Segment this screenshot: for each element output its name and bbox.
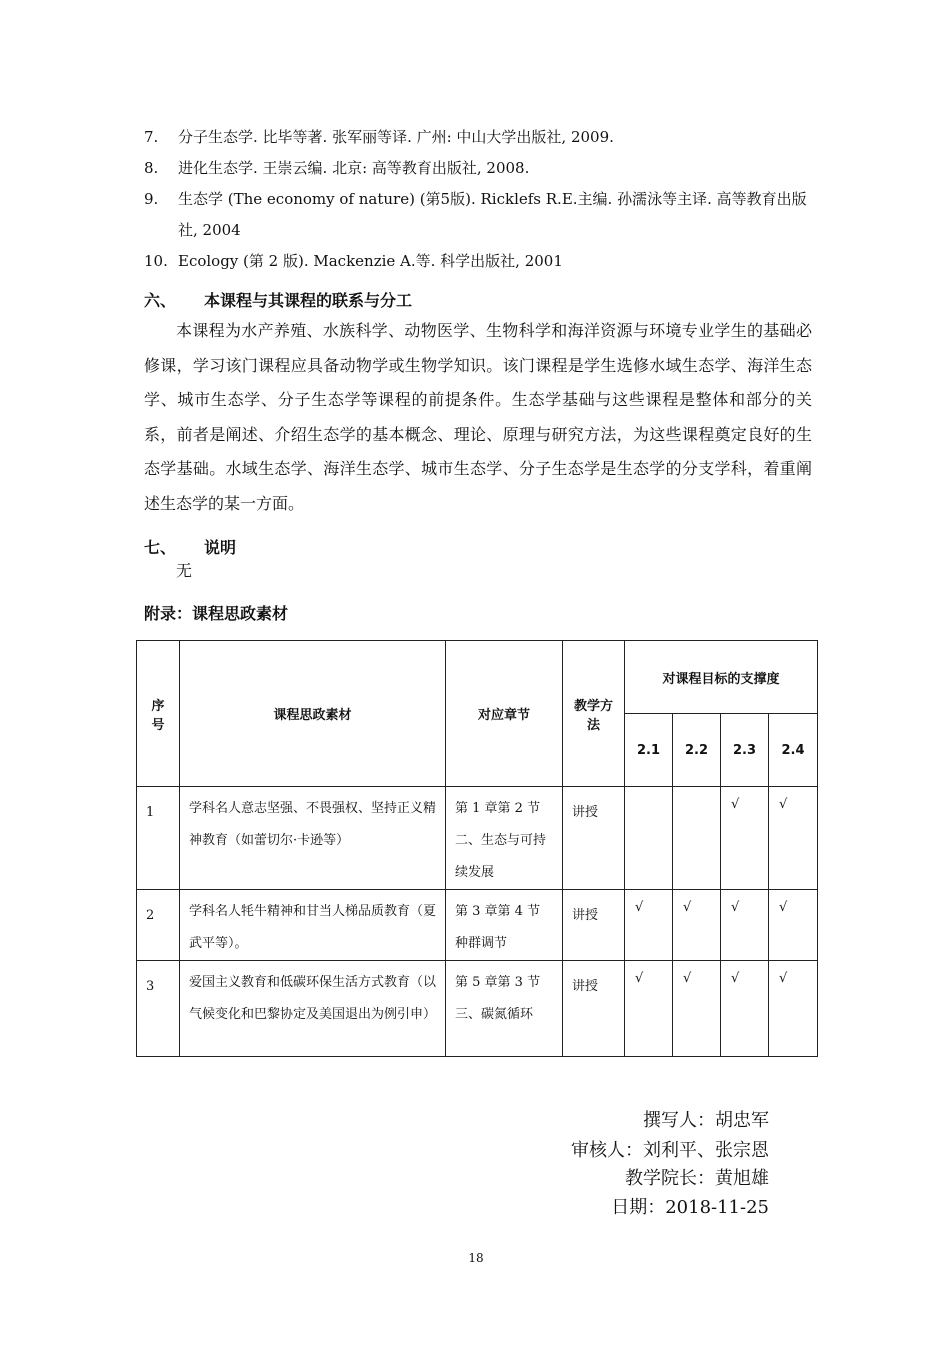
signature-date: 日期：2018-11-25 xyxy=(611,1197,769,1218)
row-seq: 1 xyxy=(146,805,155,820)
section-title: 说明 xyxy=(204,538,237,557)
section-6-paragraph: 本课程为水产养殖、水族科学、动物医学、生物科学和海洋资源与环境专业学生的基础必修课，学习该门课程应具备动物学或生物学知识。该门课程是学生选修水域生态学、海洋生态学、城市生态学、分子生态学等课程的前提条件。生态学基础与这些课程是整体和部分的关系，前者是阐述、介绍生态学的基本概念、理论、原理与研究方法，为这些课程奠定良好的生态学基础。水域生态学、海洋生态学、城市生态学、分子生态学是生态学的分支学科，着重阐述生态学的某一方面。 xyxy=(144,321,812,513)
header-method: 教学方法 xyxy=(563,641,625,787)
section-7-heading xyxy=(144,535,236,558)
reference-item xyxy=(144,246,814,277)
appendix-title: 附录：课程思政素材 xyxy=(144,604,289,623)
row-method: 讲授 xyxy=(572,979,599,994)
row-method: 讲授 xyxy=(572,805,599,820)
reference-text: 分子生态学. 比毕等著. 张军丽等译. 广州: 中山大学出版社, 2009. xyxy=(178,128,614,146)
header-goal: 2.4 xyxy=(769,714,818,787)
row-material: 爱国主义教育和低碳环保生活方式教育（以气候变化和巴黎协定及美国退出为例引申） xyxy=(189,975,437,1022)
row-seq: 2 xyxy=(146,908,155,923)
row-method: 讲授 xyxy=(572,908,599,923)
row-chapter: 第 3 章第 4 节 种群调节 xyxy=(455,904,541,951)
row-check: √ xyxy=(779,797,788,812)
page-number: 18 xyxy=(468,1251,484,1265)
header-goal: 2.3 xyxy=(721,714,769,787)
header-support: 对课程目标的支撑度 xyxy=(625,641,818,714)
reference-item xyxy=(144,184,814,246)
row-check: √ xyxy=(731,797,740,812)
row-chapter: 第 1 章第 2 节 二、生态与可持续发展 xyxy=(455,801,547,880)
section-6-heading xyxy=(144,288,412,311)
row-check xyxy=(673,787,720,797)
table-row xyxy=(137,890,818,961)
header-chapter: 对应章节 xyxy=(446,641,563,787)
signature-dean: 教学院长：黄旭雄 xyxy=(625,1168,769,1189)
row-check: √ xyxy=(683,900,692,915)
row-check: √ xyxy=(779,900,788,915)
reference-number: 9. xyxy=(144,190,159,208)
row-check: √ xyxy=(683,971,692,986)
reference-item xyxy=(144,153,814,184)
row-seq: 3 xyxy=(146,979,155,994)
table-row xyxy=(137,787,818,890)
ideology-materials-table xyxy=(136,640,818,1057)
table-row xyxy=(137,961,818,1057)
reference-list xyxy=(144,122,814,277)
signature-author: 撰写人：胡忠军 xyxy=(643,1110,769,1131)
reference-number: 10. xyxy=(144,252,168,270)
reference-number: 7. xyxy=(144,128,159,146)
row-check: √ xyxy=(731,900,740,915)
row-check: √ xyxy=(731,971,740,986)
header-goal: 2.1 xyxy=(625,714,673,787)
reference-text: Ecology (第 2 版). Mackenzie A.等. 科学出版社, 2001 xyxy=(178,252,563,270)
reference-text: 进化生态学. 王崇云编. 北京: 高等教育出版社, 2008. xyxy=(178,159,530,177)
row-material: 学科名人意志坚强、不畏强权、坚持正义精神教育（如蕾切尔·卡逊等） xyxy=(189,801,437,848)
row-chapter: 第 5 章第 3 节 三、碳氮循环 xyxy=(455,975,541,1022)
reference-number: 8. xyxy=(144,159,159,177)
reference-text: 生态学 (The economy of nature) (第5版). Ricklefs R.E.主编. 孙濡泳等主译. 高等教育出版社, 2004 xyxy=(178,190,807,239)
header-material: 课程思政素材 xyxy=(180,641,446,787)
row-material: 学科名人牦牛精神和甘当人梯品质教育（夏武平等）。 xyxy=(189,904,437,951)
row-check: √ xyxy=(779,971,788,986)
row-check xyxy=(625,787,672,797)
section-number: 七、 xyxy=(144,538,177,557)
row-check: √ xyxy=(635,971,644,986)
reference-item xyxy=(144,122,814,153)
header-seq: 序号 xyxy=(137,641,180,787)
header-goal: 2.2 xyxy=(673,714,721,787)
row-check: √ xyxy=(635,900,644,915)
signature-reviewer: 审核人：刘利平、张宗恩 xyxy=(571,1140,769,1161)
section-title: 本课程与其课程的联系与分工 xyxy=(204,291,413,310)
section-number: 六、 xyxy=(144,291,177,310)
section-7-body: 无 xyxy=(176,561,193,580)
